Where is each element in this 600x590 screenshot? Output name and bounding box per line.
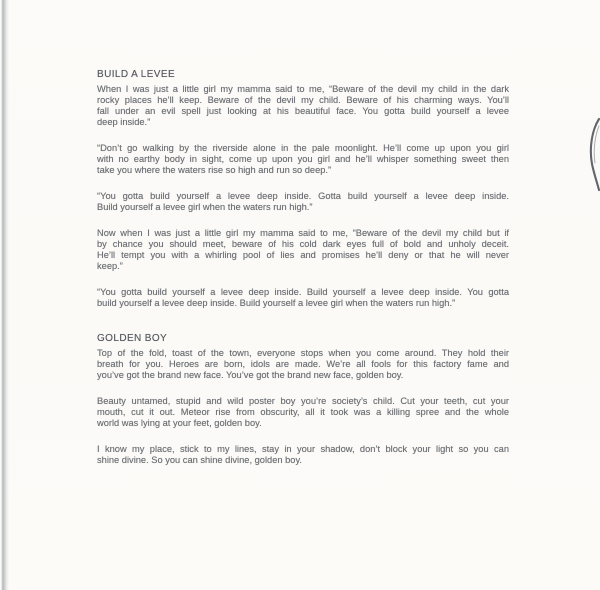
lyric-line: build yourself a levee deep inside. Build yourself a levee girl when the waters run high.” [97, 298, 456, 308]
lyric-line: I know my place, stick to my lines, stay in your shadow, don’t block your light so you can [97, 444, 509, 454]
lyric-line: rocky places he’ll keep. Beware of the devil my child. Beware of his charming ways. You’ll [97, 95, 509, 105]
lyric-line: with no earthy body in sight, come up upon you girl and he’ll whisper something sweet then [97, 154, 509, 164]
lyrics-paragraph [97, 84, 509, 128]
lyric-line: deep inside.” [97, 117, 151, 127]
lyric-line: Beauty untamed, stupid and wild poster boy you’re society’s child. Cut your teeth, cut your [97, 396, 509, 406]
song-section [97, 69, 509, 309]
lyric-line: shine divine. So you can shine divine, golden boy. [97, 455, 303, 465]
song-section [97, 333, 509, 466]
lyrics-paragraph [97, 191, 509, 213]
lyrics-paragraph [97, 348, 509, 381]
scan-artifact-hair [588, 116, 600, 194]
lyric-line: “You gotta build yourself a levee deep inside. Gotta build yourself a levee deep inside. [97, 191, 509, 201]
lyrics-paragraph [97, 444, 509, 466]
lyric-line: by chance you should meet, beware of his cold dark eyes full of bold and unholy deceit. [97, 239, 509, 249]
lyric-line: When I was just a little girl my mamma said to me, “Beware of the devil my child in the dark [97, 84, 509, 94]
lyrics-paragraph [97, 143, 509, 176]
lyrics-paragraph [97, 396, 509, 429]
lyric-line: Build yourself a levee girl when the waters run high.” [97, 202, 313, 212]
song-title: GOLDEN BOY [97, 333, 168, 344]
song-title: BUILD A LEVEE [97, 69, 176, 80]
lyric-line: Now when I was just a little girl my mamma said to me, “Beware of the devil my child but if [97, 228, 509, 238]
lyric-line: fall under an evil spell just looking at his beautiful face. You gotta build yourself a levee [97, 106, 509, 116]
lyrics-paragraph [97, 287, 509, 309]
lyric-line: breath for you. Heroes are born, idols are made. We’re all fools for this factory fame and [97, 359, 509, 369]
lyric-line: you’ve got the brand new face. You’ve got the brand new face, golden boy. [97, 370, 404, 380]
lyrics [97, 69, 509, 481]
booklet-spine-edge [0, 0, 9, 590]
lyric-line: mouth, cut it out. Meteor rise from obscurity, all it took was a killing spree and the whole [97, 407, 509, 417]
lyric-line: take you where the waters rise so high and run so deep.” [97, 165, 332, 175]
lyric-line: keep.” [97, 261, 123, 271]
lyrics-paragraph [97, 228, 509, 272]
lyric-line: Top of the fold, toast of the town, everyone stops when you come around. They hold their [97, 348, 509, 358]
lyric-line: world was lying at your feet, golden boy. [97, 418, 262, 428]
lyric-line: “You gotta build yourself a levee deep inside. Build yourself a levee deep inside. You gotta [97, 287, 509, 297]
lyric-line: He’ll tempt you with a whirling pool of lies and promises he’ll deny or that he will never [97, 250, 509, 260]
lyric-line: “Don’t go walking by the riverside alone in the pale moonlight. He’ll come up upon you girl [97, 143, 509, 153]
